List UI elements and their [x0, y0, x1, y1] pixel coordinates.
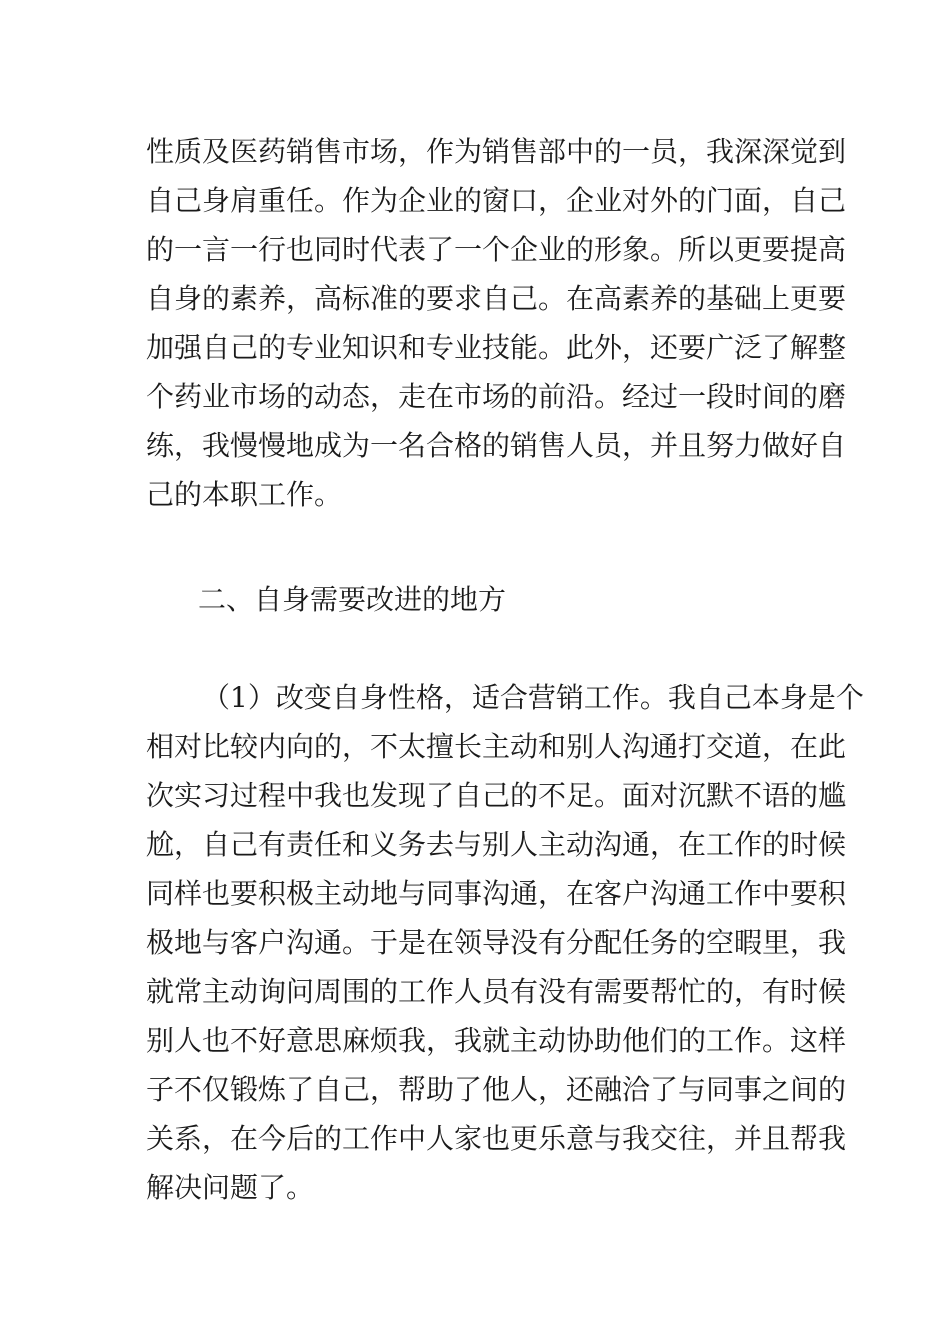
- paragraph2-line: 尬，自己有责任和义务去与别人主动沟通，在工作的时候: [146, 828, 847, 861]
- paragraph2-line: （1）改变自身性格，适合营销工作。我自己本身是个: [202, 681, 864, 714]
- paragraph1-line: 性质及医药销售市场，作为销售部中的一员，我深深觉到: [146, 135, 847, 168]
- paragraph2-line: 极地与客户沟通。于是在领导没有分配任务的空暇里，我: [146, 926, 847, 959]
- paragraph1-line: 自己身肩重任。作为企业的窗口，企业对外的门面，自己: [146, 184, 847, 217]
- paragraph1-line: 自身的素养，高标准的要求自己。在高素养的基础上更要: [146, 282, 847, 315]
- paragraph1-line: 练，我慢慢地成为一名合格的销售人员，并且努力做好自: [146, 429, 847, 462]
- paragraph2-line: 就常主动询问周围的工作人员有没有需要帮忙的，有时候: [146, 975, 847, 1008]
- paragraph2-line: 相对比较内向的，不太擅长主动和别人沟通打交道，在此: [146, 730, 847, 763]
- paragraph1-line: 个药业市场的动态，走在市场的前沿。经过一段时间的磨: [146, 380, 847, 413]
- paragraph2-line: 同样也要积极主动地与同事沟通，在客户沟通工作中要积: [146, 877, 847, 910]
- section-heading: 二、自身需要改进的地方: [198, 583, 507, 616]
- paragraph2-line: 别人也不好意思麻烦我，我就主动协助他们的工作。这样: [146, 1024, 847, 1057]
- paragraph2-line: 子不仅锻炼了自己，帮助了他人，还融洽了与同事之间的: [146, 1073, 847, 1106]
- paragraph1-line: 的一言一行也同时代表了一个企业的形象。所以更要提高: [146, 233, 847, 266]
- paragraph2-line: 解决问题了。: [146, 1171, 315, 1204]
- paragraph2-line: 关系，在今后的工作中人家也更乐意与我交往，并且帮我: [146, 1122, 847, 1155]
- paragraph1-line: 己的本职工作。: [146, 478, 343, 511]
- paragraph2-line: 次实习过程中我也发现了自己的不足。面对沉默不语的尴: [146, 779, 847, 812]
- paragraph1-line: 加强自己的专业知识和专业技能。此外，还要广泛了解整: [146, 331, 847, 364]
